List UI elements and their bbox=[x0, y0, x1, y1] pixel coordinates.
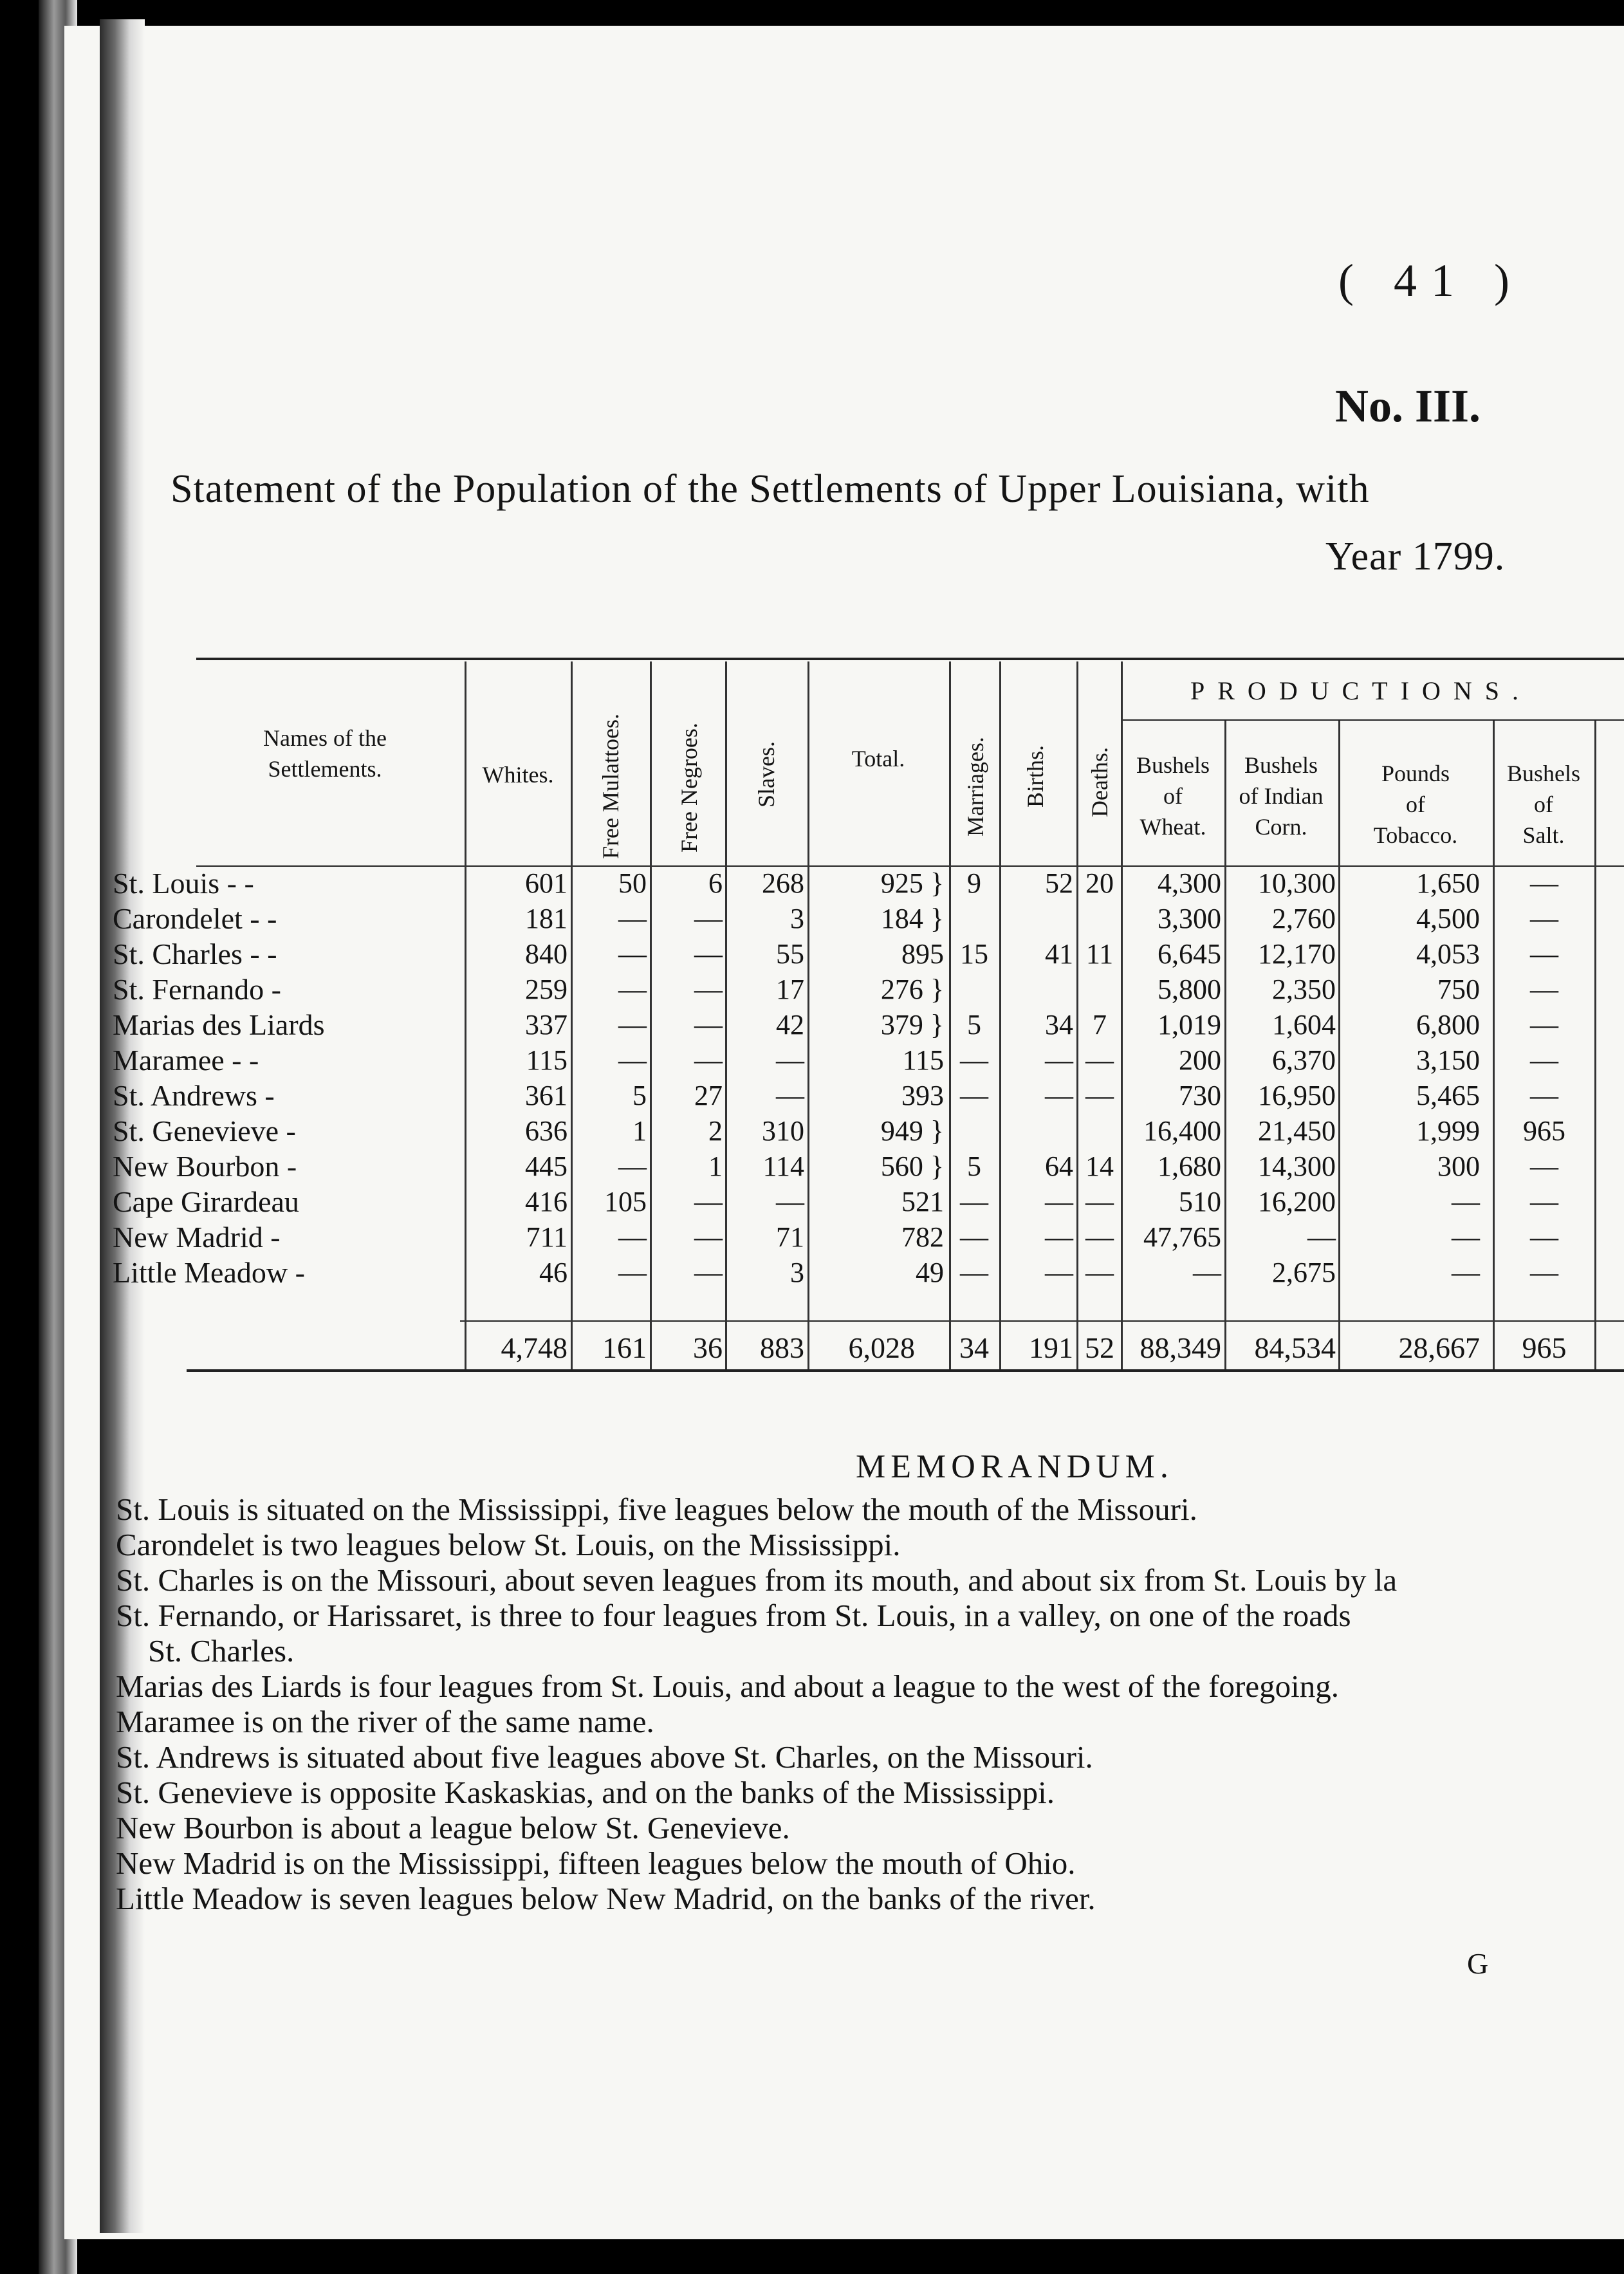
tobacco-column bbox=[1342, 865, 1480, 1290]
table-cell: 5,800 bbox=[1158, 974, 1221, 1005]
header-tobacco-line: Pounds bbox=[1381, 761, 1450, 786]
table-cell: — bbox=[694, 974, 723, 1005]
table-cell: 840 bbox=[525, 938, 567, 970]
header-marriages: Marriages. bbox=[963, 737, 988, 837]
table-cell: — bbox=[1307, 1221, 1336, 1253]
table-cell: — bbox=[1530, 1257, 1558, 1288]
header-wheat-line: Bushels bbox=[1136, 752, 1210, 778]
table-cell: 276 } bbox=[880, 974, 944, 1005]
table-cell: 445 bbox=[525, 1151, 567, 1182]
settlement-name: Maramee - - bbox=[113, 1044, 259, 1077]
table-cell: — bbox=[1045, 1044, 1073, 1076]
settlement-name: Little Meadow - bbox=[113, 1256, 305, 1289]
table-cell bbox=[952, 1113, 996, 1149]
table-cell: 3,150 bbox=[1416, 1044, 1480, 1076]
table-cell: 416 bbox=[525, 1186, 567, 1217]
table-cell: 9 bbox=[967, 867, 981, 899]
settlement-name: Cape Girardeau bbox=[113, 1185, 299, 1218]
table-cell: — bbox=[1530, 1044, 1558, 1076]
table-cell: — bbox=[618, 1257, 647, 1288]
header-salt-line: of bbox=[1534, 791, 1553, 817]
table-cell: 337 bbox=[525, 1009, 567, 1040]
header-deaths: Deaths. bbox=[1087, 747, 1112, 817]
productions-rule bbox=[1123, 719, 1624, 721]
table-cell: 3,300 bbox=[1158, 903, 1221, 934]
table-cell: — bbox=[1530, 1080, 1558, 1111]
total-whites: 4,748 bbox=[501, 1331, 567, 1364]
table-cell: — bbox=[776, 1186, 804, 1217]
table-cell: — bbox=[694, 1257, 723, 1288]
table-cell: — bbox=[1085, 1186, 1114, 1217]
total-deaths: 52 bbox=[1085, 1331, 1114, 1364]
settlement-name: St. Charles - - bbox=[113, 938, 277, 970]
col-divider bbox=[999, 661, 1001, 1369]
table-cell: 115 bbox=[526, 1044, 567, 1076]
table-cell: 6,370 bbox=[1272, 1044, 1336, 1076]
memorandum-line: Carondelet is two leagues below St. Louis, on the Mississippi. bbox=[116, 1527, 901, 1562]
header-corn-line: Bushels bbox=[1244, 752, 1318, 778]
table-cell: 1 bbox=[708, 1151, 723, 1182]
table-cell: — bbox=[1530, 1009, 1558, 1040]
memorandum-text bbox=[116, 1492, 1397, 1916]
table-cell: 2,675 bbox=[1272, 1257, 1336, 1288]
whites-column bbox=[470, 865, 567, 1290]
signature-mark: G bbox=[1467, 1947, 1489, 1980]
table-cell: — bbox=[1530, 1186, 1558, 1217]
table-cell: 3 bbox=[790, 903, 804, 934]
table-cell: — bbox=[960, 1080, 988, 1111]
table-cell: 782 bbox=[901, 1221, 944, 1253]
table-cell: 27 bbox=[694, 1080, 723, 1111]
header-total: Total. bbox=[851, 746, 905, 772]
table-cell: 268 bbox=[762, 867, 804, 899]
settlement-name: New Madrid - bbox=[113, 1221, 281, 1253]
total-tobacco: 28,667 bbox=[1398, 1331, 1480, 1364]
table-cell: 560 } bbox=[880, 1151, 944, 1182]
col-divider bbox=[571, 661, 573, 1369]
table-cell: 895 bbox=[901, 938, 944, 970]
table-cell: 15 bbox=[960, 938, 988, 970]
settlement-name: St. Andrews - bbox=[113, 1079, 275, 1112]
table-cell: — bbox=[694, 1009, 723, 1040]
total-total: 6,028 bbox=[848, 1331, 915, 1364]
table-cell: 2,350 bbox=[1272, 974, 1336, 1005]
table-cell: 50 bbox=[618, 867, 647, 899]
table-cell: 259 bbox=[525, 974, 567, 1005]
table-cell: — bbox=[618, 974, 647, 1005]
header-wheat bbox=[1123, 750, 1223, 842]
settlement-name: Marias des Liards bbox=[113, 1008, 325, 1041]
header-births: Births. bbox=[1022, 744, 1048, 808]
total-free-mulattoes: 161 bbox=[602, 1331, 647, 1364]
table-cell: 393 bbox=[901, 1080, 944, 1111]
salt-column bbox=[1496, 865, 1592, 1290]
table-cell bbox=[1080, 901, 1120, 936]
table-cell: — bbox=[1530, 974, 1558, 1005]
table-cell: 925 } bbox=[880, 867, 944, 899]
table-cell: 11 bbox=[1085, 938, 1114, 970]
births-column bbox=[1002, 865, 1073, 1290]
table-cell: 49 bbox=[916, 1257, 944, 1288]
table-cell: 181 bbox=[525, 903, 567, 934]
table-cell: 750 bbox=[1437, 974, 1480, 1005]
table-cell: — bbox=[694, 1186, 723, 1217]
memorandum-line: New Madrid is on the Mississippi, fifteen leagues below the mouth of Ohio. bbox=[116, 1845, 1076, 1881]
table-cell: 14 bbox=[1085, 1151, 1114, 1182]
settlement-names-column bbox=[113, 865, 325, 1290]
total-salt: 965 bbox=[1522, 1331, 1567, 1364]
table-cell: — bbox=[776, 1080, 804, 1111]
memorandum-line: St. Andrews is situated about five leagues above St. Charles, on the Missouri. bbox=[116, 1739, 1093, 1775]
table-cell: 46 bbox=[539, 1257, 567, 1288]
table-cell: 3 bbox=[790, 1257, 804, 1288]
table-cell: — bbox=[1530, 1151, 1558, 1182]
settlement-name: St. Fernando - bbox=[113, 973, 281, 1006]
table-cell: 1,019 bbox=[1158, 1009, 1221, 1040]
table-cell: 21,450 bbox=[1258, 1115, 1336, 1147]
table-cell: — bbox=[1452, 1257, 1480, 1288]
title-line-1: Statement of the Population of the Settlements of Upper Louisiana, with bbox=[171, 467, 1370, 511]
table-cell: 105 bbox=[604, 1186, 647, 1217]
memorandum-line: Little Meadow is seven leagues below New Madrid, on the banks of the river. bbox=[116, 1881, 1096, 1916]
totals-rule bbox=[460, 1320, 1624, 1322]
settlement-name: Carondelet - - bbox=[113, 902, 277, 935]
header-names bbox=[212, 723, 438, 784]
table-cell: — bbox=[618, 903, 647, 934]
productions-header: PRODUCTIONS. bbox=[1190, 676, 1532, 705]
table-cell: 4,500 bbox=[1416, 903, 1480, 934]
table-bottom-rule bbox=[187, 1369, 1624, 1372]
table-cell: 1,999 bbox=[1416, 1115, 1480, 1147]
title-line-2: Year 1799. bbox=[1325, 535, 1506, 578]
table-cell: 730 bbox=[1179, 1080, 1221, 1111]
table-cell: — bbox=[618, 938, 647, 970]
memorandum-line: Maramee is on the river of the same name. bbox=[116, 1704, 654, 1739]
table-cell: 17 bbox=[776, 974, 804, 1005]
table-cell: 16,200 bbox=[1258, 1186, 1336, 1217]
corn-column bbox=[1228, 865, 1336, 1290]
table-cell: 20 bbox=[1085, 867, 1114, 899]
table-cell: 4,053 bbox=[1416, 938, 1480, 970]
table-cell: 521 bbox=[901, 1186, 944, 1217]
table-cell: 5 bbox=[967, 1151, 981, 1182]
table-cell: 510 bbox=[1179, 1186, 1221, 1217]
table-cell: — bbox=[776, 1044, 804, 1076]
table-cell: 200 bbox=[1179, 1044, 1221, 1076]
col-divider bbox=[807, 661, 809, 1369]
table-cell: 7 bbox=[1093, 1009, 1107, 1040]
table-cell: — bbox=[1452, 1221, 1480, 1253]
table-cell: 1 bbox=[632, 1115, 647, 1147]
table-cell: — bbox=[1085, 1080, 1114, 1111]
table-cell: — bbox=[618, 1221, 647, 1253]
col-divider bbox=[1594, 721, 1596, 1369]
table-cell: — bbox=[1530, 903, 1558, 934]
table-cell: — bbox=[1045, 1186, 1073, 1217]
table-cell: — bbox=[694, 1221, 723, 1253]
table-cell: — bbox=[1045, 1257, 1073, 1288]
table-cell bbox=[1080, 1113, 1120, 1149]
page-number: ( 41 ) bbox=[1338, 255, 1524, 306]
table-cell: 310 bbox=[762, 1115, 804, 1147]
table-cell: 1,604 bbox=[1272, 1009, 1336, 1040]
memorandum-line: New Bourbon is about a league below St. Genevieve. bbox=[116, 1810, 790, 1845]
table-cell: — bbox=[1530, 938, 1558, 970]
table-cell: 965 bbox=[1523, 1115, 1565, 1147]
col-divider bbox=[949, 661, 951, 1369]
total-column bbox=[812, 865, 944, 1290]
memorandum-title: MEMORANDUM. bbox=[856, 1448, 1174, 1485]
memorandum-line: St. Genevieve is opposite Kaskaskias, and on the banks of the Mississippi. bbox=[116, 1775, 1055, 1810]
table-cell: — bbox=[1045, 1221, 1073, 1253]
total-slaves: 883 bbox=[760, 1331, 804, 1364]
free-negroes-column bbox=[653, 865, 723, 1290]
table-cell: 2,760 bbox=[1272, 903, 1336, 934]
header-corn bbox=[1226, 750, 1336, 842]
table-cell: 64 bbox=[1045, 1151, 1073, 1182]
table-cell: — bbox=[960, 1257, 988, 1288]
settlement-name: St. Genevieve - bbox=[113, 1114, 296, 1147]
table-cell: 47,765 bbox=[1143, 1221, 1221, 1253]
table-cell: 16,950 bbox=[1258, 1080, 1336, 1111]
settlement-name: St. Louis - - bbox=[113, 867, 254, 900]
header-free-mulattoes: Free Mulattoes. bbox=[598, 714, 623, 859]
table-cell: — bbox=[618, 1009, 647, 1040]
table-cell: 71 bbox=[776, 1221, 804, 1253]
table-cell: 114 bbox=[762, 1151, 804, 1182]
settlement-name: New Bourbon - bbox=[113, 1150, 297, 1183]
table-cell bbox=[952, 972, 996, 1007]
total-wheat: 88,349 bbox=[1140, 1331, 1221, 1364]
header-corn-line: of Indian bbox=[1239, 783, 1324, 809]
table-cell: 42 bbox=[776, 1009, 804, 1040]
table-cell: — bbox=[1530, 867, 1558, 899]
header-tobacco bbox=[1340, 758, 1491, 851]
table-cell: — bbox=[1452, 1186, 1480, 1217]
header-salt-line: Bushels bbox=[1506, 761, 1580, 786]
table-cell: 949 } bbox=[880, 1115, 944, 1147]
header-names-line: Names of the bbox=[263, 725, 387, 751]
table-cell: — bbox=[1045, 1080, 1073, 1111]
free-mulattoes-column bbox=[575, 865, 647, 1290]
table-cell: 14,300 bbox=[1258, 1151, 1336, 1182]
col-divider bbox=[650, 661, 652, 1369]
memorandum-line: St. Louis is situated on the Mississippi, five leagues below the mouth of the Missouri. bbox=[116, 1492, 1197, 1527]
header-free-negroes: Free Negroes. bbox=[676, 723, 702, 853]
header-wheat-line: of bbox=[1163, 783, 1183, 809]
table-cell: 300 bbox=[1437, 1151, 1480, 1182]
table-cell bbox=[952, 901, 996, 936]
col-divider bbox=[1076, 661, 1078, 1369]
total-corn: 84,534 bbox=[1254, 1331, 1336, 1364]
wheat-column bbox=[1125, 865, 1221, 1290]
table-cell: — bbox=[618, 1044, 647, 1076]
table-cell: 34 bbox=[1045, 1009, 1073, 1040]
table-cell bbox=[1080, 972, 1120, 1007]
table-cell: 12,170 bbox=[1258, 938, 1336, 970]
table-cell: 1,650 bbox=[1416, 867, 1480, 899]
table-cell: 711 bbox=[526, 1221, 567, 1253]
header-wheat-line: Wheat. bbox=[1140, 814, 1206, 840]
memorandum-line: St. Charles is on the Missouri, about seven leagues from its mouth, and about six from St. Louis by la bbox=[116, 1562, 1398, 1598]
table-cell: 6 bbox=[708, 867, 723, 899]
deaths-column bbox=[1080, 865, 1120, 1290]
memorandum-line: St. Fernando, or Harissaret, is three to four leagues from St. Louis, in a valley, on one of the roads bbox=[116, 1598, 1351, 1633]
header-slaves: Slaves. bbox=[753, 741, 779, 808]
table-cell: 636 bbox=[525, 1115, 567, 1147]
table-cell: — bbox=[694, 1044, 723, 1076]
header-corn-line: Corn. bbox=[1255, 814, 1307, 840]
table-cell: 41 bbox=[1045, 938, 1073, 970]
table-cell bbox=[1002, 972, 1073, 1007]
table-cell: 115 bbox=[902, 1044, 944, 1076]
header-names-line: Settlements. bbox=[268, 756, 382, 782]
slaves-column bbox=[728, 865, 804, 1290]
table-cell: — bbox=[1085, 1221, 1114, 1253]
col-divider bbox=[725, 661, 727, 1369]
table-cell: 1,680 bbox=[1158, 1151, 1221, 1182]
table-cell: 6,800 bbox=[1416, 1009, 1480, 1040]
table-cell: 361 bbox=[525, 1080, 567, 1111]
table-cell: — bbox=[1193, 1257, 1221, 1288]
table-top-rule bbox=[196, 658, 1624, 660]
header-tobacco-line: Tobacco. bbox=[1373, 822, 1458, 848]
table-cell: 52 bbox=[1045, 867, 1073, 899]
table-cell: 5 bbox=[632, 1080, 647, 1111]
table-cell: 5 bbox=[967, 1009, 981, 1040]
header-salt bbox=[1494, 758, 1593, 851]
table-cell: — bbox=[618, 1151, 647, 1182]
header-salt-line: Salt. bbox=[1522, 822, 1565, 848]
table-cell: 4,300 bbox=[1158, 867, 1221, 899]
marriages-column bbox=[952, 865, 996, 1290]
table-cell: 55 bbox=[776, 938, 804, 970]
table-cell: — bbox=[960, 1186, 988, 1217]
memorandum-line: St. Charles. bbox=[148, 1633, 295, 1669]
table-cell: 184 } bbox=[880, 903, 944, 934]
table-cell: 16,400 bbox=[1143, 1115, 1221, 1147]
table-cell: 10,300 bbox=[1258, 867, 1336, 899]
total-free-negroes: 36 bbox=[693, 1331, 723, 1364]
total-marriages: 34 bbox=[959, 1331, 989, 1364]
table-cell: — bbox=[1085, 1044, 1114, 1076]
table-cell: 2 bbox=[708, 1115, 723, 1147]
table-cell: 379 } bbox=[880, 1009, 944, 1040]
table-cell: — bbox=[694, 903, 723, 934]
table-cell: 601 bbox=[525, 867, 567, 899]
table-cell bbox=[1002, 1113, 1073, 1149]
table-cell: — bbox=[960, 1044, 988, 1076]
table-cell: 5,465 bbox=[1416, 1080, 1480, 1111]
section-number: No. III. bbox=[1335, 380, 1481, 432]
table-cell: — bbox=[960, 1221, 988, 1253]
table-cell bbox=[1002, 901, 1073, 936]
header-tobacco-line: of bbox=[1406, 791, 1425, 817]
memorandum-line: Marias des Liards is four leagues from St. Louis, and about a league to the west of the foregoing. bbox=[116, 1669, 1339, 1704]
table-cell: 6,645 bbox=[1158, 938, 1221, 970]
total-births: 191 bbox=[1029, 1331, 1073, 1364]
table-cell: — bbox=[694, 938, 723, 970]
table-cell: — bbox=[1085, 1257, 1114, 1288]
header-whites: Whites. bbox=[482, 762, 554, 788]
table-cell: — bbox=[1530, 1221, 1558, 1253]
